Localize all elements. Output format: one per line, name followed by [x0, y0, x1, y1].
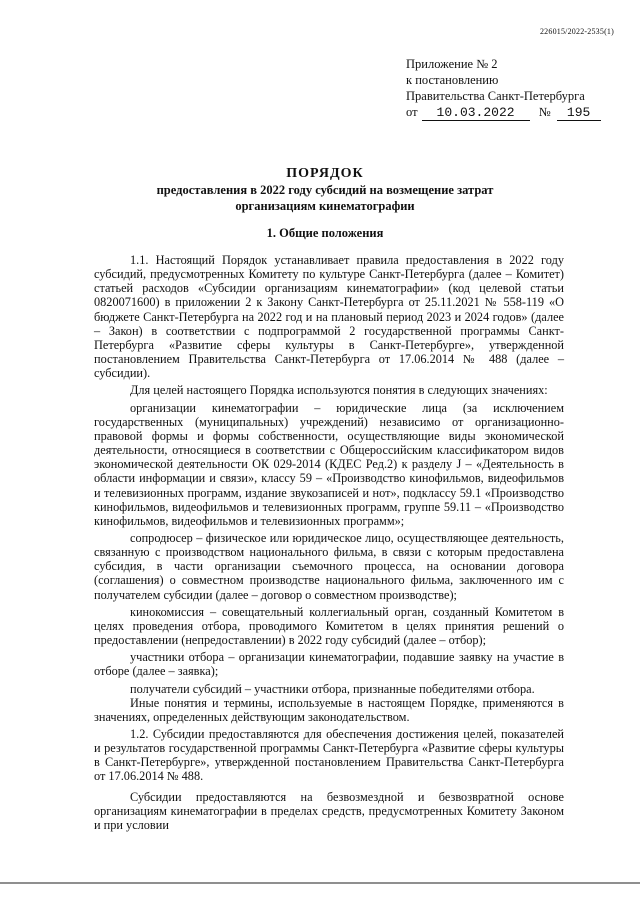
paragraph-definition-coproducer: сопродюсер – физическое или юридическое лицо, осуществляющее деятельность, связанную с производством национального фильма, в связи с которым предоставлена субсидия, в части организации съемочного процесса, на основании договора (соглашения) о совместном производстве национального фильма, заключенного им с получателем субсидии (далее – договор о совместном производстве); [94, 530, 564, 602]
appendix-to-resolution: к постановлению [406, 73, 499, 87]
title-main: ПОРЯДОК [286, 166, 364, 181]
title-subtitle-line-2: организациям кинематографии [235, 198, 415, 213]
title-subtitle-line-1: предоставления в 2022 году субсидий на возмещение затрат [156, 183, 494, 197]
paragraph-definition-participants: участники отбора – организации кинематографии, подавшие заявку на участие в отборе (далее – заявка); [94, 650, 564, 679]
paragraph-1-2: 1.2. Субсидии предоставляются для обеспечения достижения целей, показателей и результатов государственной программы Санкт-Петербурга «Развитие сферы культуры в Санкт-Петербурге», утвержденной постановлением Правительства Санкт-Петербурга от 17.06.2014 № 488. [94, 727, 564, 784]
document-body [94, 253, 564, 832]
paragraph-1-1: 1.1. Настоящий Порядок устанавливает правила предоставления в 2022 году субсидий, предусмотренных Комитету по культуре Санкт-Петербурга (далее – Комитет) статьей расходов «Субсидии организациям кинематографии» (код целевой статьи 0820071600) в приложении 2 к Закону Санкт-Петербурга от 25.11.2021 № 558-119 «О бюджете Санкт-Петербурга на 2022 год и на плановый период 2023 и 2024 годов» (далее – Закон) в соответствии с подпрограммой 2 государственной программы Санкт-Петербурга «Развитие сферы культуры в Санкт-Петербурге», утвержденной постановлением Правительства Санкт-Петербурга от 17.06.2014 № 488 (далее – субсидии). [94, 253, 564, 381]
paragraph-definition-organizations: организации кинематографии – юридические лица (за исключением государственных (муниципальных) учреждений) независимо от организационно-правовой формы и формы собственности, осуществляющие виды экономической деятельности, относящиеся в соответствии с Общероссийским классификатором видов экономической деятельности ОК 029-2014 (КДЕС Ред.2) к разделу J – «Деятельность в области информации и связи», классу 59 – «Производство кинофильмов, видеофильмов и телевизионных программ, издание звукозаписей и нот», подклассу 59.1 «Производство кинофильмов, видеофильмов и телевизионных программ, группе 59.11 – «Производство кинофильмов, видеофильмов и телевизионных программ»; [94, 400, 564, 528]
resolution-date: 10.03.2022 [422, 106, 530, 121]
number-label: № [538, 105, 551, 119]
scan-edge-line [0, 882, 640, 884]
document-registration-number: 226015/2022-2535(1) [539, 27, 614, 36]
paragraph-definitions-intro: Для целей настоящего Порядка используются понятия в следующих значениях: [130, 383, 548, 398]
appendix-title: Приложение № 2 [406, 57, 498, 71]
appendix-date-number-line [406, 104, 601, 121]
section-heading: 1. Общие положения [266, 226, 384, 240]
paragraph-other-terms: Иные понятия и термины, используемые в настоящем Порядке, применяются в значениях, определенных действующим законодательством. [94, 695, 564, 724]
paragraph-definition-recipients: получатели субсидий – участники отбора, признанные победителями отбора. [130, 681, 535, 696]
paragraph-subsidy-basis: Субсидии предоставляются на безвозмездной и безвозвратной основе организациям кинематографии в пределах средств, предусмотренных Комитету Законом и при условии [94, 789, 564, 832]
appendix-government: Правительства Санкт-Петербурга [406, 89, 585, 103]
paragraph-definition-film-commission: кинокомиссия – совещательный коллегиальный орган, созданный Комитетом в целях проведения отбора, проводимого Комитетом в целях принятия решений о предоставлении (непредоставлении) в 2022 году субсидий (далее – отбор); [94, 604, 564, 648]
document-title [120, 165, 530, 214]
appendix-block [406, 56, 601, 121]
from-label: от [406, 105, 418, 119]
resolution-number: 195 [557, 106, 601, 121]
